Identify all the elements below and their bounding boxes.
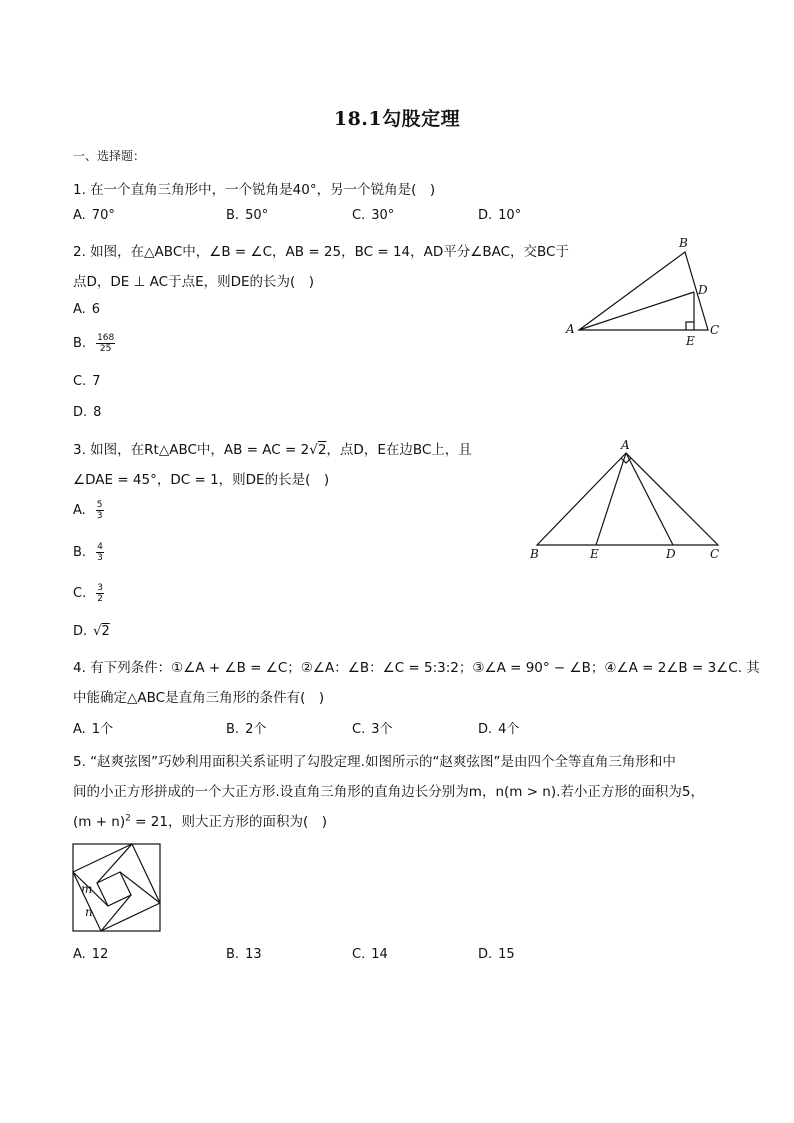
fraction — [96, 333, 115, 354]
triangle-abc — [579, 252, 708, 330]
option-text: 14 — [371, 947, 388, 962]
right-angle-mark — [686, 322, 694, 330]
label-d: D — [698, 283, 708, 297]
option-label: C. — [73, 374, 87, 389]
q3-radicand: 2 — [317, 442, 327, 458]
label-e: E — [686, 334, 695, 348]
q2-option-d — [73, 405, 101, 420]
option-label: D. — [73, 405, 88, 420]
segment-ad — [579, 292, 694, 330]
q4-stem-line2: 中能确定△ABC是直角三角形的条件有( ) — [73, 690, 325, 706]
option-text: 13 — [245, 947, 262, 962]
q1-stem: 1. 在一个直角三角形中，一个锐角是40°，另一个锐角是( ) — [73, 182, 436, 198]
option-text: 8 — [93, 405, 102, 420]
q5-option-b — [226, 947, 262, 962]
option-label: C. — [352, 947, 366, 962]
q5-option-d — [478, 947, 515, 962]
q4-option-a — [73, 718, 113, 737]
fraction-numerator: 168 — [97, 333, 115, 343]
q3-option-c — [73, 583, 104, 604]
fraction-denominator: 2 — [97, 594, 103, 604]
q4-stem-line1: 4. 有下列条件：①∠A + ∠B = ∠C；②∠A：∠B：∠C = 5:3:2；③∠A = 90° − ∠B；④∠A = 2∠B = 3∠C. 其 — [73, 660, 760, 676]
zhao-shuang-figure — [72, 843, 164, 933]
q2-triangle-figure — [560, 232, 730, 352]
option-text: 30° — [371, 208, 395, 223]
q5-stem-line1: 5. “赵爽弦图”巧妙利用面积关系证明了勾股定理.如图所示的“赵爽弦图”是由四个全等直角三角形和中 — [73, 754, 676, 770]
label-a: A — [566, 322, 575, 336]
segment-ad — [626, 453, 673, 545]
fraction — [96, 500, 104, 521]
q2-option-a — [73, 302, 100, 317]
option-label: C. — [73, 586, 87, 601]
option-text: 1个 — [91, 722, 114, 737]
q4-option-c — [352, 718, 393, 737]
triangle-edge — [120, 872, 160, 903]
q5-exponent: 2 — [125, 813, 131, 824]
q2-option-c — [73, 374, 101, 389]
label-m: m — [81, 882, 93, 896]
q5-stem-line3 — [73, 810, 327, 830]
sqrt-symbol: √ — [93, 624, 102, 639]
option-label: D. — [73, 624, 88, 639]
option-text: 4个 — [498, 722, 520, 737]
option-label: A. — [73, 947, 86, 962]
q3-triangle-figure — [525, 435, 730, 565]
option-label: C. — [352, 208, 366, 223]
option-label: B. — [73, 545, 87, 560]
fraction — [96, 583, 104, 604]
q3-stem-part1: 3. 如图，在Rt△ABC中，AB = AC = 2 — [73, 442, 310, 458]
q1-option-c — [352, 208, 394, 223]
q3-stem-line2: ∠DAE = 45°，DC = 1，则DE的长是( ) — [73, 472, 330, 488]
q2-option-b — [73, 333, 115, 354]
q3-option-b — [73, 542, 104, 563]
q5-stem-rest: = 21，则大正方形的面积为( ) — [130, 814, 327, 830]
option-label: B. — [226, 947, 240, 962]
fraction-denominator: 3 — [97, 553, 103, 563]
option-text: 10° — [498, 208, 522, 223]
q4-option-b — [226, 718, 266, 737]
option-label: A. — [73, 208, 86, 223]
label-c: C — [710, 547, 720, 561]
fraction-denominator: 25 — [99, 344, 112, 354]
fraction-numerator: 4 — [97, 542, 103, 552]
q2-stem-line2: 点D，DE ⊥ AC于点E，则DE的长为( ) — [73, 274, 315, 290]
q5-stem-line2: 间的小正方形拼成的一个大正方形.设直角三角形的直角边长分别为m，n(m > n).若小正方形的面积为5， — [73, 784, 705, 800]
label-e: E — [590, 547, 599, 561]
triangle-abc — [537, 453, 718, 545]
q3-option-d — [73, 624, 110, 639]
option-text: 3个 — [371, 722, 393, 737]
label-n: n — [85, 905, 93, 919]
option-text: 6 — [91, 302, 101, 317]
label-c: C — [710, 323, 720, 337]
option-label: A. — [73, 503, 86, 518]
label-a: A — [621, 438, 630, 452]
q5-option-a — [73, 947, 108, 962]
sqrt-symbol: √ — [309, 442, 318, 458]
fraction-denominator: 3 — [96, 511, 103, 521]
option-text: 15 — [498, 947, 515, 962]
q5-option-c — [352, 947, 388, 962]
option-label: B. — [226, 722, 240, 737]
option-label: A. — [73, 302, 86, 317]
option-label: A. — [73, 722, 86, 737]
q2-stem-line1: 2. 如图，在△ABC中，∠B = ∠C，AB = 25，BC = 14，AD平分∠BAC，交BC于 — [73, 244, 569, 260]
option-radicand: 2 — [101, 624, 110, 639]
option-text: 12 — [91, 947, 109, 962]
option-label: B. — [73, 336, 87, 351]
label-d: D — [666, 547, 676, 561]
q3-option-a — [73, 500, 104, 521]
q3-stem-part2: ，点D，E在边BC上，且 — [326, 442, 472, 458]
q1-option-d — [478, 208, 521, 223]
section-heading: 一、选择题： — [73, 149, 146, 163]
option-text: 7 — [92, 374, 101, 389]
q1-option-b — [226, 208, 268, 223]
fraction-numerator: 3 — [97, 583, 103, 593]
option-label: D. — [478, 947, 493, 962]
label-b: B — [679, 236, 688, 250]
page-title: 18.1勾股定理 — [333, 108, 461, 130]
label-b: B — [530, 547, 539, 561]
option-text: 50° — [245, 208, 269, 223]
option-label: B. — [226, 208, 240, 223]
q4-option-d — [478, 718, 519, 737]
q1-option-a — [73, 208, 115, 223]
option-label: C. — [352, 722, 366, 737]
segment-ae — [596, 453, 626, 545]
fraction-numerator: 5 — [96, 500, 103, 510]
option-label: D. — [478, 722, 493, 737]
option-text: 70° — [91, 208, 115, 223]
q3-stem-line1 — [73, 438, 472, 458]
q5-expr: (m + n) — [73, 814, 126, 830]
option-text: 2个 — [245, 722, 267, 737]
fraction — [96, 542, 104, 563]
option-label: D. — [478, 208, 493, 223]
